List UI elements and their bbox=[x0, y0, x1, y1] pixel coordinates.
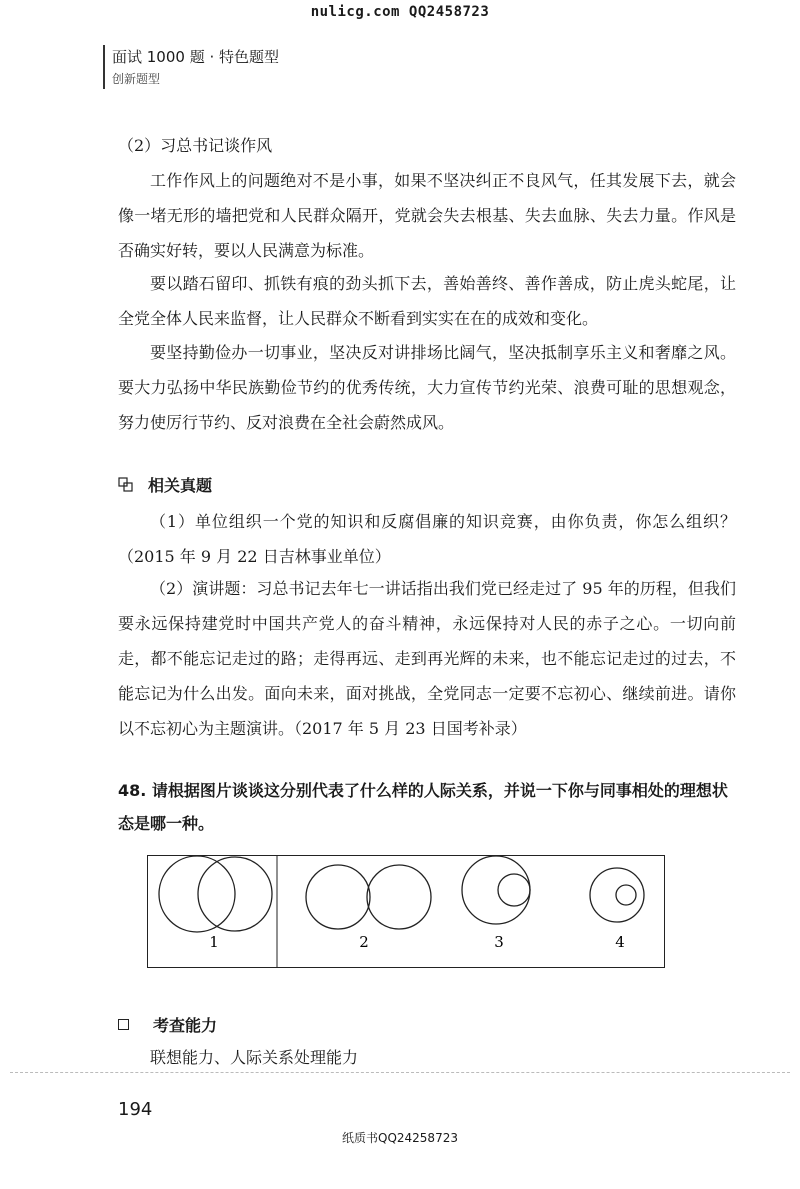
figure-frame bbox=[148, 856, 665, 968]
section2-paragraph-2: 要以踏石留印、抓铁有痕的劲头抓下去，善始善终、善作善成，防止虎头蛇尾，让全党全体人民来监督，让人民群众不断看到实实在在的成效和变化。 bbox=[118, 274, 736, 328]
figure-label-3: 3 bbox=[494, 933, 504, 951]
related-heading bbox=[118, 473, 212, 496]
related-heading-text: 相关真题 bbox=[148, 476, 213, 495]
related-question-2: （2）演讲题：习总书记去年七一讲话指出我们党已经走过了 95 年的历程，但我们要永远保持建党时中国共产党人的奋斗精神，永远保持对人民的赤子之心。一切向前走，都不能忘记走过的路；走得再远、走到再光辉的未来，也不能忘记走过的过去，不能忘记为什么出发。面向未来，面对挑战，全党同志一定要不忘初心、继续前进。请你以不忘初心为主题演讲。（2017 年 5 月 23 日国考补录） bbox=[118, 579, 736, 738]
bottom-watermark: 纸质书QQ24258723 bbox=[342, 1131, 458, 1145]
section2-paragraph-1: 工作作风上的问题绝对不是小事，如果不坚决纠正不良风气，任其发展下去，就会像一堵无形的墙把党和人民群众隔开，党就会失去根基、失去血脉、失去力量。作风是否确实好转，要以人民满意为标准。 bbox=[118, 171, 736, 260]
related-icon bbox=[118, 477, 134, 493]
header-title: 面试 1000 题 · 特色题型 bbox=[112, 48, 280, 66]
question-48: 48. 请根据图片谈谈这分别代表了什么样的人际关系，并说一下你与同事相处的理想状态是哪一种。 bbox=[118, 781, 728, 833]
page-number: 194 bbox=[118, 1099, 153, 1120]
section2-title: （2）习总书记谈作风 bbox=[118, 136, 273, 155]
panel-4-concentric-circles bbox=[590, 868, 644, 922]
figure-label-1: 1 bbox=[209, 933, 219, 951]
square-bullet-icon bbox=[118, 1019, 129, 1030]
header-subtitle: 创新题型 bbox=[112, 72, 161, 86]
ability-heading-text: 考查能力 bbox=[153, 1016, 218, 1035]
related-question-1: （1）单位组织一个党的知识和反腐倡廉的知识竞赛，由你负责，你怎么组织？（2015 年 9 月 22 日吉林事业单位） bbox=[118, 512, 736, 566]
panel-1-overlapping-circles bbox=[159, 856, 272, 932]
header-divider bbox=[103, 45, 105, 89]
ability-heading bbox=[118, 1013, 217, 1036]
ability-text: 联想能力、人际关系处理能力 bbox=[150, 1048, 359, 1067]
footer-rule bbox=[10, 1072, 790, 1073]
panel-2-separate-circles bbox=[306, 865, 431, 929]
figure-label-2: 2 bbox=[359, 933, 369, 951]
panel-3-touching-inner-circle bbox=[462, 856, 530, 924]
section2-paragraph-3: 要坚持勤俭办一切事业，坚决反对讲排场比阔气，坚决抵制享乐主义和奢靡之风。要大力弘扬中华民族勤俭节约的优秀传统，大力宣传节约光荣、浪费可耻的思想观念，努力使厉行节约、反对浪费在全社会蔚然成风。 bbox=[118, 343, 736, 432]
relationship-figure bbox=[147, 855, 665, 968]
figure-label-4: 4 bbox=[615, 933, 625, 951]
top-watermark: nulicg.com QQ2458723 bbox=[310, 4, 490, 20]
